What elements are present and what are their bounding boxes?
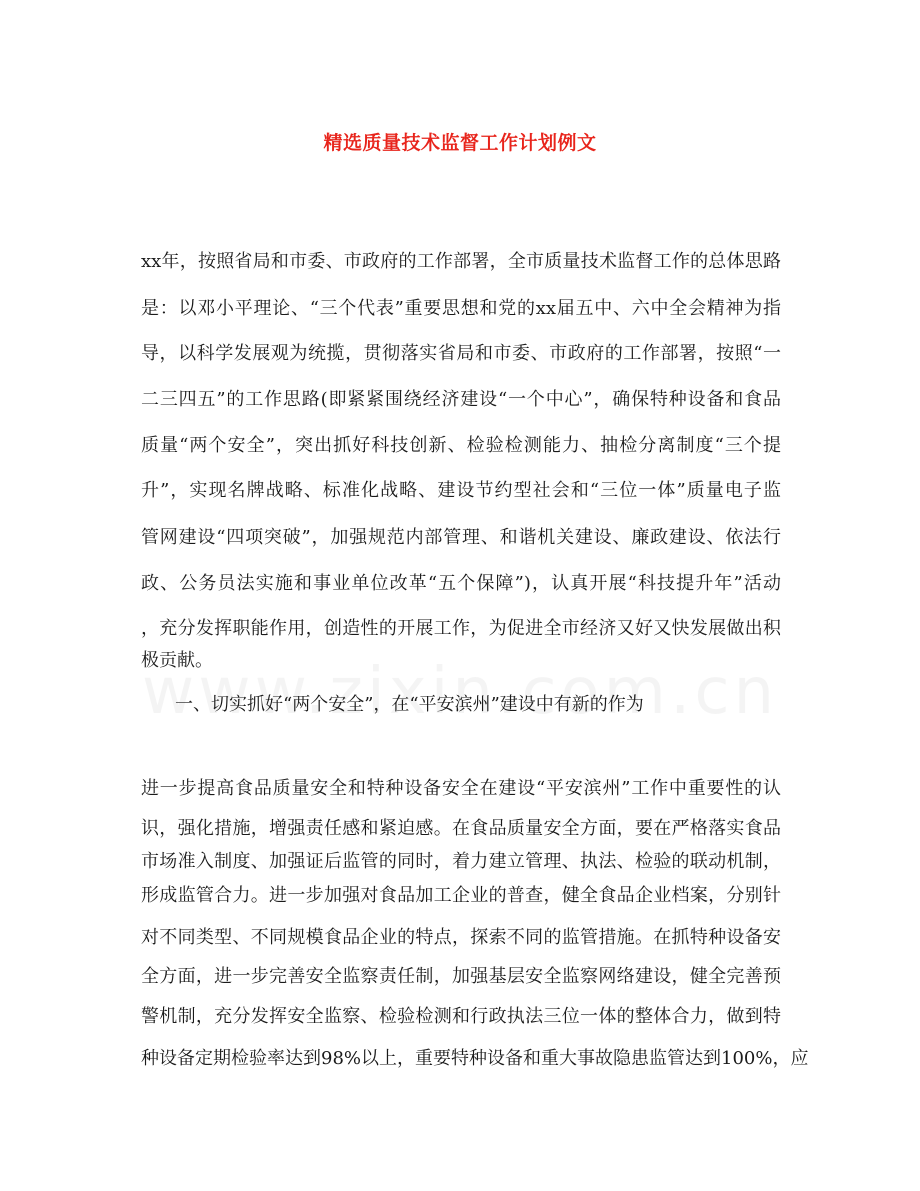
section-heading: 一、切实抓好“两个安全”，在“平安滨州”建设中有新的作为	[175, 694, 644, 715]
paragraph-line: 种设备定期检验率达到98%以上，重要特种设备和重大事故隐患监管达到100%，应	[141, 1048, 809, 1069]
paragraph-line: 形成监管合力。进一步加强对食品加工企业的普查，健全食品企业档案，分别针	[141, 885, 781, 906]
document-title: 精选质量技术监督工作计划例文	[323, 132, 597, 154]
paragraph-line: 导，以科学发展观为统揽，贯彻落实省局和市委、市政府的工作部署，按照“一	[141, 343, 781, 364]
paragraph-line: 质量“两个安全”，突出抓好科技创新、检验检测能力、抽检分离制度“三个提	[141, 435, 781, 456]
paragraph-line: ，充分发挥职能作用，创造性的开展工作，为促进全市经济又好又快发展做出积	[141, 618, 781, 639]
paragraph-line: 进一步提高食品质量安全和特种设备安全在建设“平安滨州”工作中重要性的认	[141, 778, 781, 799]
paragraph-line: 对不同类型、不同规模食品企业的特点，探索不同的监管措施。在抓特种设备安	[141, 927, 781, 948]
paragraph-line: 是：以邓小平理论、“三个代表”重要思想和党的xx届五中、六中全会精神为指	[141, 298, 781, 319]
paragraph-line: 识，强化措施，增强责任感和紧迫感。在食品质量安全方面，要在严格落实食品	[141, 818, 781, 839]
paragraph-line: 政、公务员法实施和事业单位改革“五个保障”)，认真开展“科技提升年”活动	[141, 573, 781, 594]
paragraph-line: 二三四五”的工作思路(即紧紧围绕经济建设“一个中心”，确保特种设备和食品	[141, 389, 781, 410]
watermark	[0, 655, 920, 729]
paragraph-line: 升”，实现名牌战略、标准化战略、建设节约型社会和“三位一体”质量电子监	[141, 480, 781, 501]
paragraph-line: 全方面，进一步完善安全监察责任制，加强基层安全监察网络建设，健全完善预	[141, 966, 781, 987]
paragraph-line: xx年，按照省局和市委、市政府的工作部署，全市质量技术监督工作的总体思路	[141, 251, 781, 272]
paragraph-line: 警机制，充分发挥安全监察、检验检测和行政执法三位一体的整体合力，做到特	[141, 1006, 781, 1027]
paragraph-line: 极贡献。	[141, 650, 213, 671]
paragraph-line: 管网建设“四项突破”，加强规范内部管理、和谐机关建设、廉政建设、依法行	[141, 527, 781, 548]
paragraph-line: 市场准入制度、加强证后监管的同时，着力建立管理、执法、检验的联动机制，	[141, 851, 781, 872]
